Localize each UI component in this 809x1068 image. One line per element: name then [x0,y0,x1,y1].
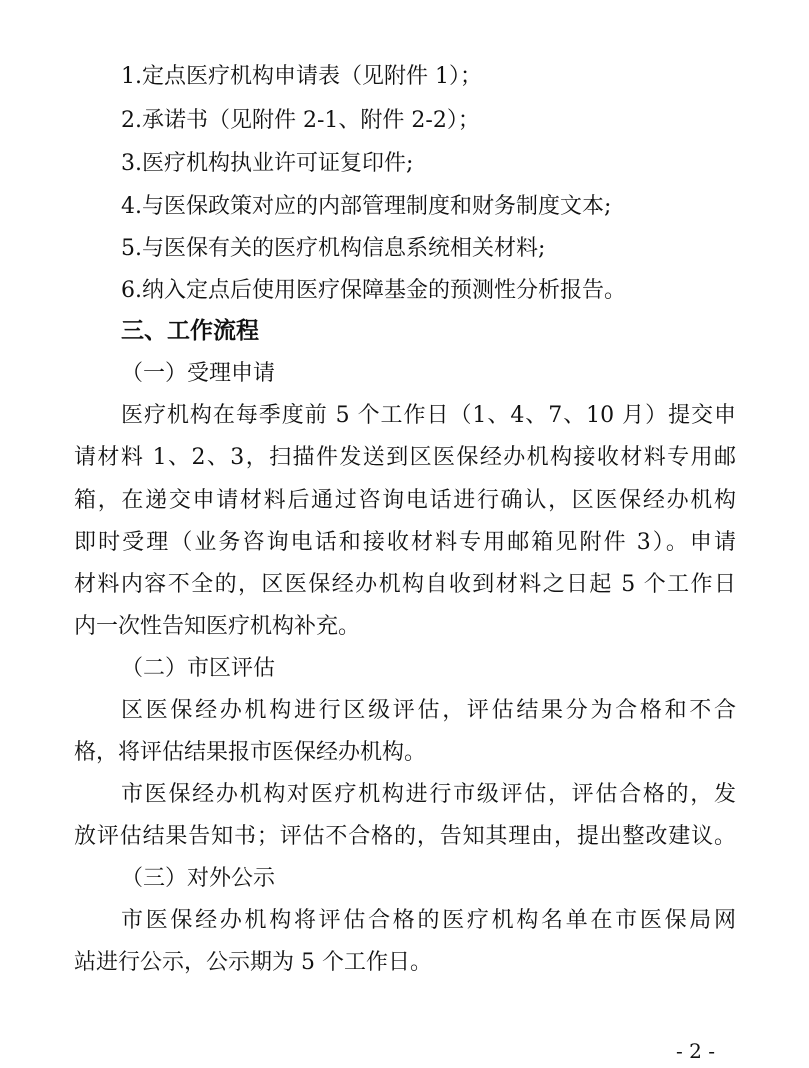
page-number: - 2 - [676,1039,715,1063]
list-item: 3.医疗机构执业许可证复印件; [121,151,414,176]
paragraph-line: 请材料 1、2、3，扫描件发送到区医保经办机构接收材料专用邮 [74,445,736,470]
list-item: 6.纳入定点后使用医疗保障基金的预测性分析报告。 [121,278,626,303]
list-item: 2.承诺书（见附件 2-1、附件 2-2）； [121,108,480,133]
list-item: 4.与医保政策对应的内部管理制度和财务制度文本; [121,194,612,219]
section-heading: 三、工作流程 [121,318,259,344]
subsection-title: （三）对外公示 [121,866,276,891]
paragraph-line: 内一次性告知医疗机构补充。 [74,614,361,639]
paragraph-line: 格，将评估结果报市医保经办机构。 [74,740,427,765]
paragraph-line: 材料内容不全的，区医保经办机构自收到材料之日起 5 个工作日 [74,572,736,597]
subsection-title: （二）市区评估 [121,656,276,681]
paragraph-line: 市医保经办机构将评估合格的医疗机构名单在市医保局网 [121,908,736,933]
paragraph-line: 即时受理（业务咨询电话和接收材料专用邮箱见附件 3）。申请 [74,530,736,555]
subsection-title: （一）受理申请 [121,361,276,386]
paragraph-line: 站进行公示，公示期为 5 个工作日。 [74,950,432,975]
paragraph-line: 箱，在递交申请材料后通过咨询电话进行确认，区医保经办机构 [74,488,736,513]
paragraph-line: 区医保经办机构进行区级评估，评估结果分为合格和不合 [121,698,736,723]
paragraph-line: 市医保经办机构对医疗机构进行市级评估，评估合格的，发 [121,782,736,807]
list-item: 5.与医保有关的医疗机构信息系统相关材料; [121,236,546,261]
paragraph-line: 放评估结果告知书；评估不合格的，告知其理由，提出整改建议。 [74,824,736,849]
list-item: 1.定点医疗机构申请表（见附件 1）； [121,64,482,89]
paragraph-line: 医疗机构在每季度前 5 个工作日（1、4、7、10 月）提交申 [121,403,736,428]
